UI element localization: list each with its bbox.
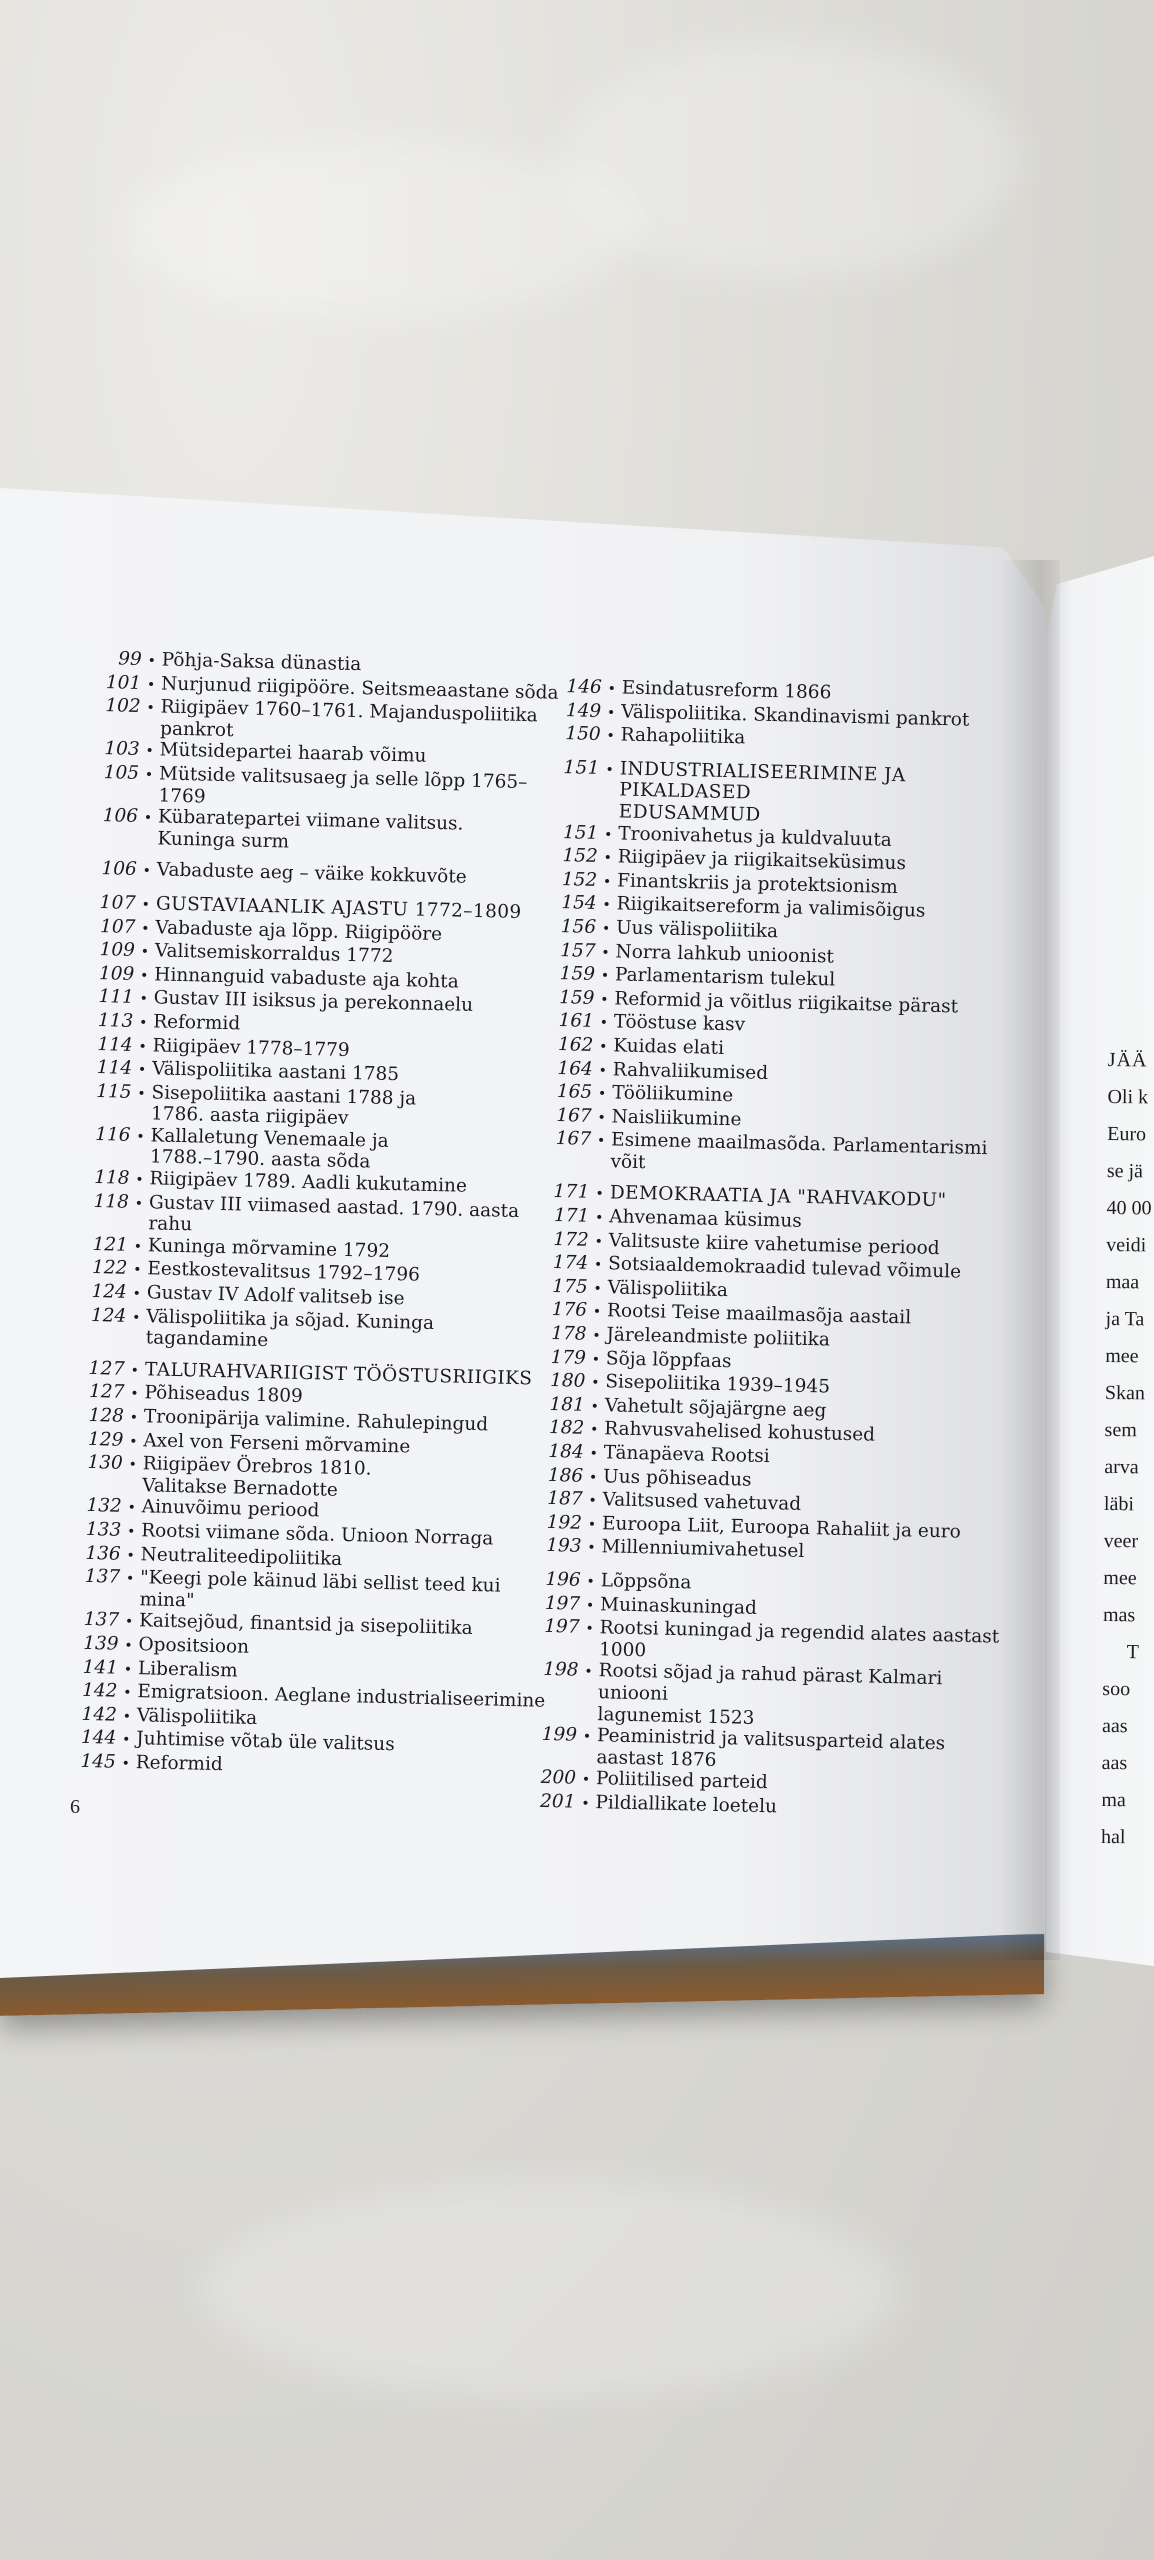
toc-page-number: 157	[559, 939, 596, 962]
toc-entry-title: Kallaletung Venemaale ja 1788.–1790. aasta sõda	[149, 1125, 389, 1173]
toc-page-number: 111	[98, 986, 135, 1009]
toc-page-number: 130	[87, 1452, 124, 1474]
toc-page-number: 121	[92, 1233, 129, 1256]
bullet-icon: •	[605, 761, 615, 779]
right-page-line: veidi	[1106, 1233, 1147, 1257]
toc-page-number: 145	[80, 1750, 117, 1773]
toc-page-number: 106	[101, 858, 138, 881]
bullet-icon: •	[606, 704, 616, 721]
toc-entry-title: Välispoliitika. Skandinavismi pankrot	[620, 701, 970, 731]
toc-entry-title: Kübaratepartei viimane valitsus. Kuninga surm	[157, 806, 464, 853]
toc-entry-title: Euroopa Liit, Euroopa Rahaliit ja euro	[601, 1513, 961, 1543]
bullet-icon: •	[592, 1327, 601, 1345]
toc-entry-title: Liberalism	[137, 1657, 238, 1682]
toc-entry-title: Millenniumivahetusel	[601, 1536, 805, 1563]
bullet-icon: •	[595, 1186, 605, 1203]
toc-page-number: 124	[91, 1281, 128, 1303]
bullet-icon: •	[126, 1523, 136, 1541]
toc-entry-title: Valitsused vahetuvad	[602, 1489, 802, 1516]
toc-entry-title: Riigipäev 1789. Aadli kukutamine	[149, 1168, 468, 1197]
toc-page-number: 176	[551, 1299, 588, 1322]
toc-page-number: 103	[104, 738, 140, 761]
toc-page-number: 136	[85, 1542, 121, 1565]
right-page-line: läbi	[1103, 1492, 1135, 1516]
toc-column-left	[73, 648, 569, 1785]
toc-entry-title: Uus välispoliitika	[615, 917, 779, 943]
cloth-highlight	[200, 2180, 900, 2400]
toc-entry-title: Opositsioon	[138, 1634, 250, 1658]
toc-page-number: 150	[565, 723, 601, 746]
toc-entry-title: Sotsiaaldemokraadid tulevad võimule	[607, 1253, 962, 1283]
toc-entry-title: Gustav IV Adolf valitseb ise	[146, 1282, 405, 1310]
toc-page-number: 192	[546, 1511, 583, 1534]
bullet-icon: •	[588, 1469, 598, 1486]
toc-page-number: 99	[117, 648, 142, 670]
toc-page-number: 132	[86, 1495, 123, 1518]
bullet-icon: •	[584, 1664, 593, 1681]
right-page-line: veer	[1103, 1529, 1139, 1553]
toc-entry-title: Rootsi kuningad ja regendid alates aastast 1000	[598, 1617, 1000, 1662]
toc-page-number: 113	[97, 1009, 134, 1032]
bullet-icon: •	[141, 896, 151, 914]
bullet-icon: •	[603, 850, 613, 867]
bullet-icon: •	[138, 1014, 148, 1032]
bullet-icon: •	[133, 1262, 142, 1279]
toc-entry-title: Vahetult sõjajärgne aeg	[604, 1395, 827, 1422]
toc-page-number: 174	[552, 1252, 589, 1275]
toc-entry-title: Ainuvõimu periood	[141, 1496, 320, 1522]
bullet-icon: •	[586, 1573, 595, 1591]
toc-column-right	[533, 676, 1030, 1825]
right-page-line: ja Ta	[1105, 1307, 1145, 1331]
toc-page-number: 184	[548, 1440, 584, 1463]
right-page-line: hal	[1100, 1825, 1126, 1849]
toc-page-number: 144	[80, 1727, 117, 1749]
toc-section-heading	[557, 757, 1028, 833]
bullet-icon: •	[597, 1109, 606, 1126]
toc-entry-title: Välispoliitika	[136, 1704, 258, 1729]
bullet-icon: •	[607, 681, 617, 698]
bullet-icon: •	[132, 1285, 142, 1303]
toc-page-number: 197	[544, 1592, 581, 1615]
bullet-icon: •	[601, 944, 610, 961]
toc-entry-title: Järeleandmiste poliitika	[606, 1324, 831, 1351]
bullet-icon: •	[124, 1637, 133, 1654]
toc-entry	[535, 1659, 1006, 1735]
right-page-line: Euro	[1107, 1122, 1147, 1146]
toc-page-number: 106	[102, 805, 139, 828]
toc-entry-title: Riigipäev Örebros 1810. Valitakse Bernadotte	[142, 1453, 372, 1501]
bullet-icon: •	[137, 1062, 147, 1079]
toc-entry-title: Tööstuse kasv	[613, 1011, 746, 1036]
bullet-icon: •	[129, 1409, 139, 1427]
toc-entry-title: Põhiseadus 1809	[144, 1382, 304, 1408]
toc-page-number: 114	[96, 1057, 133, 1079]
bullet-icon: •	[602, 873, 612, 891]
toc-page-number: 129	[87, 1428, 124, 1451]
toc-entry-title: Riigipäev ja riigikaitseküsimus	[617, 846, 907, 875]
toc-entry-title: Eestkostevalitsus 1792–1796	[147, 1258, 421, 1287]
right-page-line: 40 00	[1106, 1196, 1152, 1220]
toc-page-number: 115	[95, 1080, 132, 1103]
toc-entry-title: Valitsemiskorraldus 1772	[154, 940, 394, 968]
toc-page-number: 154	[561, 892, 597, 915]
bullet-icon: •	[146, 700, 155, 717]
toc-page-number: 200	[540, 1767, 577, 1789]
bullet-icon: •	[144, 767, 154, 784]
bullet-icon: •	[581, 1772, 591, 1789]
toc-entry-title: Poliitilised parteid	[595, 1768, 769, 1794]
toc-entry-title: Reformid	[135, 1752, 223, 1776]
toc-entry-title: Sisepoliitika aastani 1788 ja 1786. aasta riigipäev	[150, 1082, 417, 1130]
toc-entry-title: Gustav III isiksus ja perekonnaelu	[153, 987, 474, 1017]
toc-entry-title: Troonipärija valimine. Rahulepingud	[143, 1406, 489, 1436]
right-page-text-fragment	[1101, 1042, 1153, 1856]
bullet-icon: •	[589, 1445, 598, 1463]
bullet-icon: •	[591, 1375, 600, 1392]
right-page-line: mee	[1105, 1344, 1139, 1368]
toc-entry-title: Rahapoliitika	[620, 724, 746, 749]
bullet-icon: •	[124, 1614, 134, 1631]
toc-entry-title: Uus põhiseadus	[602, 1465, 752, 1491]
bullet-icon: •	[133, 1238, 143, 1255]
bullet-icon: •	[146, 676, 156, 693]
bullet-icon: •	[138, 1038, 147, 1055]
toc-page-number: 101	[105, 671, 142, 694]
bullet-icon: •	[131, 1309, 141, 1326]
toc-page-number: 197	[544, 1616, 580, 1638]
toc-entry-title: Mütside valitsusaeg ja selle lõpp 1765–1769	[158, 763, 528, 808]
page-number: 6	[70, 1796, 80, 1818]
right-page-line: mas	[1102, 1603, 1136, 1627]
toc-entry-title: Sisepoliitika 1939–1945	[605, 1371, 831, 1398]
bullet-icon: •	[125, 1571, 135, 1588]
bullet-icon: •	[142, 863, 152, 880]
toc-entry-title: Ahvenamaa küsimus	[609, 1206, 803, 1232]
toc-page-number: 193	[545, 1535, 582, 1558]
toc-entry-title: Norra lahkub unioonist	[615, 940, 835, 968]
right-page-line: maa	[1105, 1270, 1140, 1294]
toc-entry-title: "Keegi pole käinud läbi sellist teed kui mina"	[139, 1567, 501, 1612]
toc-page-number: 137	[84, 1566, 121, 1588]
bullet-icon: •	[139, 991, 149, 1008]
toc-page-number: 149	[565, 699, 602, 722]
bullet-icon: •	[592, 1304, 602, 1321]
toc-page-number: 179	[550, 1346, 587, 1369]
toc-entry-title: Gustav III viimased aastad. 1790. aasta rahu	[148, 1191, 520, 1236]
bullet-icon: •	[145, 743, 154, 760]
toc-page-number: 118	[93, 1190, 130, 1213]
bullet-icon: •	[581, 1795, 590, 1812]
toc-entry-title: Välispoliitika	[607, 1277, 729, 1301]
toc-page-number: 127	[88, 1357, 126, 1380]
toc-page-number: 141	[82, 1656, 119, 1679]
bullet-icon: •	[143, 810, 153, 827]
bullet-icon: •	[137, 1085, 146, 1102]
toc-entry-title: Rootsi sõjad ja rahud pärast Kalmari uniooni lagunemist 1523	[597, 1660, 943, 1729]
toc-entry-title: Riigipäev 1760–1761. Majanduspoliitika pankrot	[159, 696, 538, 741]
bullet-icon: •	[591, 1351, 601, 1368]
toc-entry-title: Lõppsõna	[600, 1570, 692, 1594]
bullet-icon: •	[585, 1597, 595, 1614]
right-page-line: se jä	[1106, 1159, 1144, 1183]
bullet-icon: •	[128, 1457, 138, 1474]
toc-entry-title: Tänapäeva Rootsi	[603, 1442, 770, 1468]
right-page-line: T	[1126, 1641, 1139, 1664]
right-page-line: aas	[1101, 1751, 1128, 1775]
bullet-icon: •	[121, 1732, 131, 1749]
toc-entry	[94, 858, 564, 893]
cloth-highlight	[560, 40, 1020, 280]
toc-page-number: 151	[563, 756, 601, 779]
toc-page-number: 182	[548, 1417, 585, 1440]
bullet-icon: •	[600, 991, 609, 1008]
bullet-icon: •	[123, 1684, 132, 1702]
bullet-icon: •	[123, 1661, 133, 1678]
toc-page-number: 178	[550, 1323, 587, 1345]
bullet-icon: •	[602, 897, 611, 914]
toc-entry-title: GUSTAVIAANLIK AJASTU 1772–1809	[155, 893, 522, 923]
toc-entry-title: TALURAHVARIIGIST TÖÖSTUSRIIGIKS	[144, 1359, 533, 1390]
toc-page-number: 164	[557, 1057, 594, 1080]
toc-page-number: 172	[553, 1228, 589, 1251]
right-page-line: Skan	[1104, 1381, 1146, 1405]
toc-page-number: 181	[549, 1393, 586, 1416]
bullet-icon: •	[594, 1233, 603, 1250]
toc-page-number: 133	[85, 1518, 122, 1541]
bullet-icon: •	[585, 1621, 594, 1638]
right-page-line: ma	[1101, 1788, 1126, 1812]
toc-entry-title: Rahvaliikumised	[612, 1058, 769, 1084]
toc-entry-title: Riigipäev 1778–1779	[152, 1034, 350, 1061]
toc-page-number: 198	[543, 1659, 579, 1682]
toc-page-number: 162	[557, 1033, 594, 1056]
bullet-icon: •	[126, 1547, 135, 1564]
bullet-icon: •	[601, 920, 611, 938]
toc-entry-title: Reformid	[152, 1011, 241, 1035]
toc-entry-title: Tööliikumine	[611, 1082, 734, 1107]
right-page-line: arva	[1104, 1455, 1139, 1479]
toc-entry-title: Vabaduste aja lõpp. Riigipööre	[155, 916, 443, 945]
bullet-icon: •	[128, 1433, 138, 1450]
bullet-icon: •	[135, 1172, 144, 1189]
toc-page-number: 175	[552, 1275, 588, 1298]
toc-page-number: 165	[556, 1081, 593, 1103]
right-page-line: aas	[1101, 1714, 1128, 1738]
bullet-icon: •	[598, 1062, 608, 1079]
bullet-icon: •	[594, 1210, 604, 1227]
toc-page-number: 128	[88, 1404, 125, 1427]
toc-page-number: 142	[81, 1703, 118, 1726]
toc-entry-title: Rootsi Teise maailmasõja aastail	[606, 1300, 912, 1329]
toc-entry-title: Vabaduste aeg – väike kokkuvõte	[156, 859, 467, 889]
bullet-icon: •	[593, 1257, 603, 1274]
toc-page-number: 159	[558, 986, 595, 1009]
toc-page-number: 161	[558, 1010, 595, 1033]
toc-entry-title: Kuidas elati	[613, 1035, 725, 1059]
bullet-icon: •	[147, 653, 157, 670]
toc-page-number: 171	[553, 1205, 590, 1227]
toc-page-number: 151	[562, 821, 599, 844]
toc-page-number: 180	[549, 1370, 586, 1393]
bullet-icon: •	[599, 1015, 609, 1032]
bullet-icon: •	[134, 1195, 144, 1212]
right-page-line: Oli k	[1107, 1085, 1149, 1109]
toc-entry-title: Finantskriis ja protektsionism	[616, 870, 899, 898]
toc-entry-title: DEMOKRAATIA JA "RAHVAKODU"	[609, 1182, 947, 1212]
toc-entry-title: Axel von Ferseni mõrvamine	[143, 1429, 411, 1458]
toc-page-number: 199	[541, 1723, 578, 1746]
toc-entry-title: Reformid ja võitlus riigikaitse pärast	[614, 988, 959, 1018]
toc-entry-title: Välispoliitika aastani 1785	[151, 1058, 400, 1086]
toc-page-number: 201	[539, 1790, 576, 1813]
toc-entry-title: Troonivahetus ja kuldvaluuta	[618, 822, 893, 851]
toc-entry-title: Nurjunud riigipööre. Seitsmeaastane sõda	[160, 673, 559, 704]
toc-entry-title: Pildiallikate loetelu	[595, 1792, 778, 1818]
right-page-line: JÄÄ	[1107, 1048, 1148, 1072]
toc-page-number: 137	[83, 1609, 120, 1632]
toc-entry-title: Neutraliteedipoliitika	[140, 1543, 343, 1570]
toc-entry-title: Sõja lõppfaas	[605, 1347, 732, 1372]
toc-entry-title: Parlamentarism tulekul	[614, 964, 836, 991]
toc-entry-title: Kaitsejõud, finantsid ja sisepoliitika	[138, 1610, 473, 1640]
bullet-icon: •	[598, 1038, 608, 1056]
bullet-icon: •	[588, 1493, 597, 1510]
toc-entry-title: INDUSTRIALISEERIMINE JA PIKALDASED EDUSAMMUD	[618, 758, 906, 826]
toc-entry-title: Naisliikumine	[611, 1106, 742, 1131]
toc-page-number: 156	[560, 916, 597, 938]
toc-entry-title: Põhja-Saksa dünastia	[161, 649, 362, 676]
toc-page-number: 159	[559, 963, 596, 986]
right-page-line: mee	[1103, 1566, 1137, 1590]
toc-page-number: 171	[553, 1181, 591, 1204]
toc-entry-title: Mütsidepartei haarab võimu	[159, 739, 427, 768]
toc-page-number: 127	[88, 1381, 125, 1404]
bullet-icon: •	[590, 1398, 600, 1415]
toc-page-number: 114	[97, 1033, 133, 1056]
bullet-icon: •	[136, 1128, 145, 1146]
bullet-icon: •	[130, 1386, 139, 1403]
toc-page-number: 124	[90, 1304, 127, 1327]
bullet-icon: •	[140, 944, 150, 961]
right-page-line: sem	[1104, 1418, 1137, 1442]
toc-page-number: 152	[562, 845, 599, 868]
toc-entry-title: Peaministrid ja valitsusparteid alates aastast 1876	[596, 1725, 946, 1771]
bullet-icon: •	[122, 1708, 132, 1725]
bullet-icon: •	[596, 1133, 606, 1150]
bullet-icon: •	[603, 826, 613, 843]
toc-page-number: 187	[547, 1488, 583, 1510]
toc-entry-title: Valitsuste kiire vahetumise periood	[608, 1229, 940, 1259]
toc-entry-title: Rootsi viimane sõda. Unioon Norraga	[140, 1520, 494, 1550]
bullet-icon: •	[121, 1755, 131, 1772]
bullet-icon: •	[139, 967, 149, 984]
toc-page-number: 116	[94, 1123, 131, 1146]
toc-entry-title: Kuninga mõrvamine 1792	[147, 1235, 391, 1262]
bullet-icon: •	[597, 1086, 607, 1103]
toc-entry-title: Riigikaitsereform ja valimisõigus	[616, 893, 926, 923]
toc-page-number: 109	[98, 962, 135, 985]
toc-page-number: 118	[93, 1167, 130, 1189]
bullet-icon: •	[582, 1728, 592, 1746]
toc-entry-title: Esindatusreform 1866	[621, 677, 832, 704]
toc-entry-title: Esimene maailmasõda. Parlamentarismi võit	[610, 1129, 988, 1174]
toc-page-number: 105	[103, 762, 140, 784]
toc-entry-title: Välispoliitika ja sõjad. Kuninga tagandamine	[145, 1305, 435, 1352]
bullet-icon: •	[587, 1516, 597, 1533]
toc-page-number: 152	[561, 868, 598, 891]
bullet-icon: •	[141, 920, 150, 937]
toc-entry-title: Hinnanguid vabaduste aja kohta	[154, 964, 459, 993]
toc-page-number: 102	[105, 695, 141, 718]
toc-entry-title: Rahvusvahelised kohustused	[604, 1418, 876, 1447]
toc-page-number: 186	[547, 1464, 584, 1487]
toc-page-number: 107	[99, 891, 137, 914]
toc-entry-title: Muinaskuningad	[599, 1593, 758, 1619]
bullet-icon: •	[587, 1540, 596, 1557]
bullet-icon: •	[606, 728, 615, 745]
bullet-icon: •	[127, 1500, 137, 1517]
bullet-icon: •	[593, 1280, 602, 1297]
toc-page-number: 109	[99, 939, 136, 962]
toc-page-number: 139	[82, 1632, 119, 1655]
toc-page-number: 196	[545, 1568, 581, 1591]
toc-page-number: 167	[555, 1128, 592, 1151]
toc-page-number: 142	[81, 1679, 118, 1702]
toc-page-number: 146	[566, 676, 602, 698]
toc-entry-title: Emigratsioon. Aeglane industrialiseerimine	[137, 1681, 546, 1712]
toc-entry-title: Juhtimise võtab üle valitsus	[136, 1728, 395, 1756]
bullet-icon: •	[130, 1362, 140, 1379]
bullet-icon: •	[600, 968, 610, 985]
bullet-icon: •	[589, 1422, 599, 1439]
toc-page-number: 167	[556, 1104, 592, 1127]
toc-page-number: 107	[99, 915, 136, 938]
right-page-line: soo	[1102, 1677, 1131, 1701]
toc-page-number: 122	[91, 1257, 128, 1280]
